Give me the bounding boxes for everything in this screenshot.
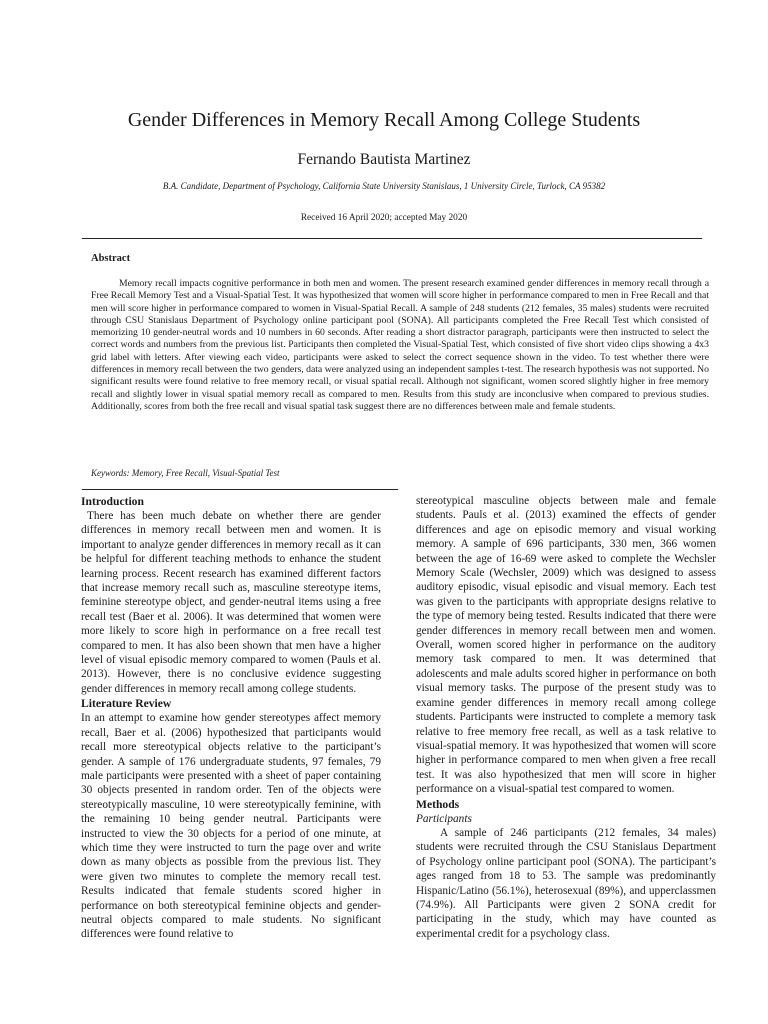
abstract-heading: Abstract <box>91 253 131 264</box>
literature-review-text: In an attempt to examine how gender stereotypes affect memory recall, Baer et al. (2006) hypothesized that participants would recall more stereotypical objects relative to the participant’s gender. A sample of 176 undergraduate students, 97 females, 79 male participants were presented with a sheet of paper containing 30 objects presented in random order. Ten of the objects were stereotypically masculine, 10 were stereotypically feminine, with the remaining 10 being gender neutral. Participants were instructed to view the 30 objects for a period of one minute, at which time they were instructed to turn the page over and write down as many objects as possible from the previous list. They were given two minutes to complete the memory recall test. Results indicated that female students scored higher in performance on both stereotypical feminine objects and gender-neutral objects compared to male students. No significant differences were found relative to <box>81 712 381 941</box>
abstract-text: Memory recall impacts cognitive performance in both men and women. The present research examined gender differences in memory recall through a Free Recall Memory Test and a Visual-Spatial Test. It was hypothesized that women will score higher in performance compared to men in Free Recall and that men will score higher in performance compared to women in Visual-Spatial Recall. A sample of 248 students (212 females, 35 males) students were recruited through CSU Stanislaus Department of Psychology online participant pool (SONA). All participants completed the Free Recall Test which consisted of memorizing 10 gender-neutral words and 10 numbers in 60 seconds. After reading a short distractor paragraph, participants were then instructed to select the correct words and numbers from the previous list. Participants then completed the Visual-Spatial Test, which consisted of five short video clips showing a 4x3 grid label with letters. After viewing each video, participants were asked to select the correct sequence shown in the video. To test whether there were differences in memory recall between the two genders, data were analyzed using an independent samples t-test. The research hypothesis was not supported. No significant results were found relative to free memory recall, or visual spatial recall. Although not significant, women scored slightly higher in free memory recall and slightly lower in visual spatial memory recall as compared to men. Results from this study are inconclusive when compared to previous studies. Additionally, scores from both the free recall and visual spatial task suggest there are no differences between male and female students. <box>91 278 709 412</box>
introduction-text: There has been much debate on whether there are gender differences in memory recall between men and women. It is important to analyze gender differences in memory recall as it can be helpful for different teaching methods to enhance the student learning process. Recent research has examined different factors that increase memory recall such as, masculine stereotype items, feminine stereotype object, and gender-neutral items using a free recall test (Baer et al. 2006). It was determined that women were more likely to score high in performance on a free recall test compared to men. It has also been shown that men have a higher level of visual episodic memory compared to women (Pauls et al. 2013). However, there is no conclusive evidence suggesting gender differences in memory recall among college students. <box>81 510 381 695</box>
literature-review-continued: stereotypical masculine objects between male and female students. Pauls et al. (2013) examined the effects of gender differences and age on episodic memory and visual working memory. A sample of 696 participants, 330 men, 366 women between the age of 16-69 were asked to complete the Wechsler Memory Scale (Wechsler, 2009) which was designed to assess auditory episodic, visual episodic and visual memory. Each test was given to the participants with appropriate designs relative to the type of memory being tested. Results indicated that there were gender differences in memory recall between men and women. Overall, women scored higher in performance on the auditory memory task compared to men. It was determined that adolescents and male adults scored higher in performance on both visual memory tasks. The purpose of the present study was to examine gender differences in memory recall among college students. Participants were instructed to complete a memory task relative to free memory free recall, as well as a task relative to visual-spatial memory. It was hypothesized that women will score higher in performance compared to men when given a free recall test. It was also hypothesized that men will score in higher performance on a visual-spatial test compared to women. <box>416 495 716 796</box>
author-name: Fernando Bautista Martinez <box>297 151 471 168</box>
literature-review-heading: Literature Review <box>81 697 172 711</box>
right-column <box>416 494 716 941</box>
left-column <box>81 494 381 942</box>
abstract-divider <box>82 489 398 490</box>
methods-heading: Methods <box>416 797 460 811</box>
keywords: Keywords: Memory, Free Recall, Visual-Spatial Test <box>91 468 280 478</box>
introduction-heading: Introduction <box>81 495 144 508</box>
received-date: Received 16 April 2020; accepted May 2020 <box>300 213 468 223</box>
author-affiliation: B.A. Candidate, Department of Psychology, California State University Stanislaus, 1 University Circle, Turlock, CA 95382 <box>162 181 606 191</box>
header-divider <box>82 238 702 239</box>
participants-text: A sample of 246 participants (212 females, 34 males) students were recruited through the CSU Stanislaus Department of Psychology online participant pool (SONA). The participant’s ages ranged from 18 to 53. The sample was predominantly Hispanic/Latino (56.1%), heterosexual (89%), and upperclassmen (74.9%). All Participants were given 2 SONA credit for participating in the study, which may have counted as experimental credit for a psychology class. <box>416 826 716 940</box>
paper-title: Gender Differences in Memory Recall Among College Students <box>127 109 641 131</box>
participants-subheading: Participants <box>416 812 472 825</box>
